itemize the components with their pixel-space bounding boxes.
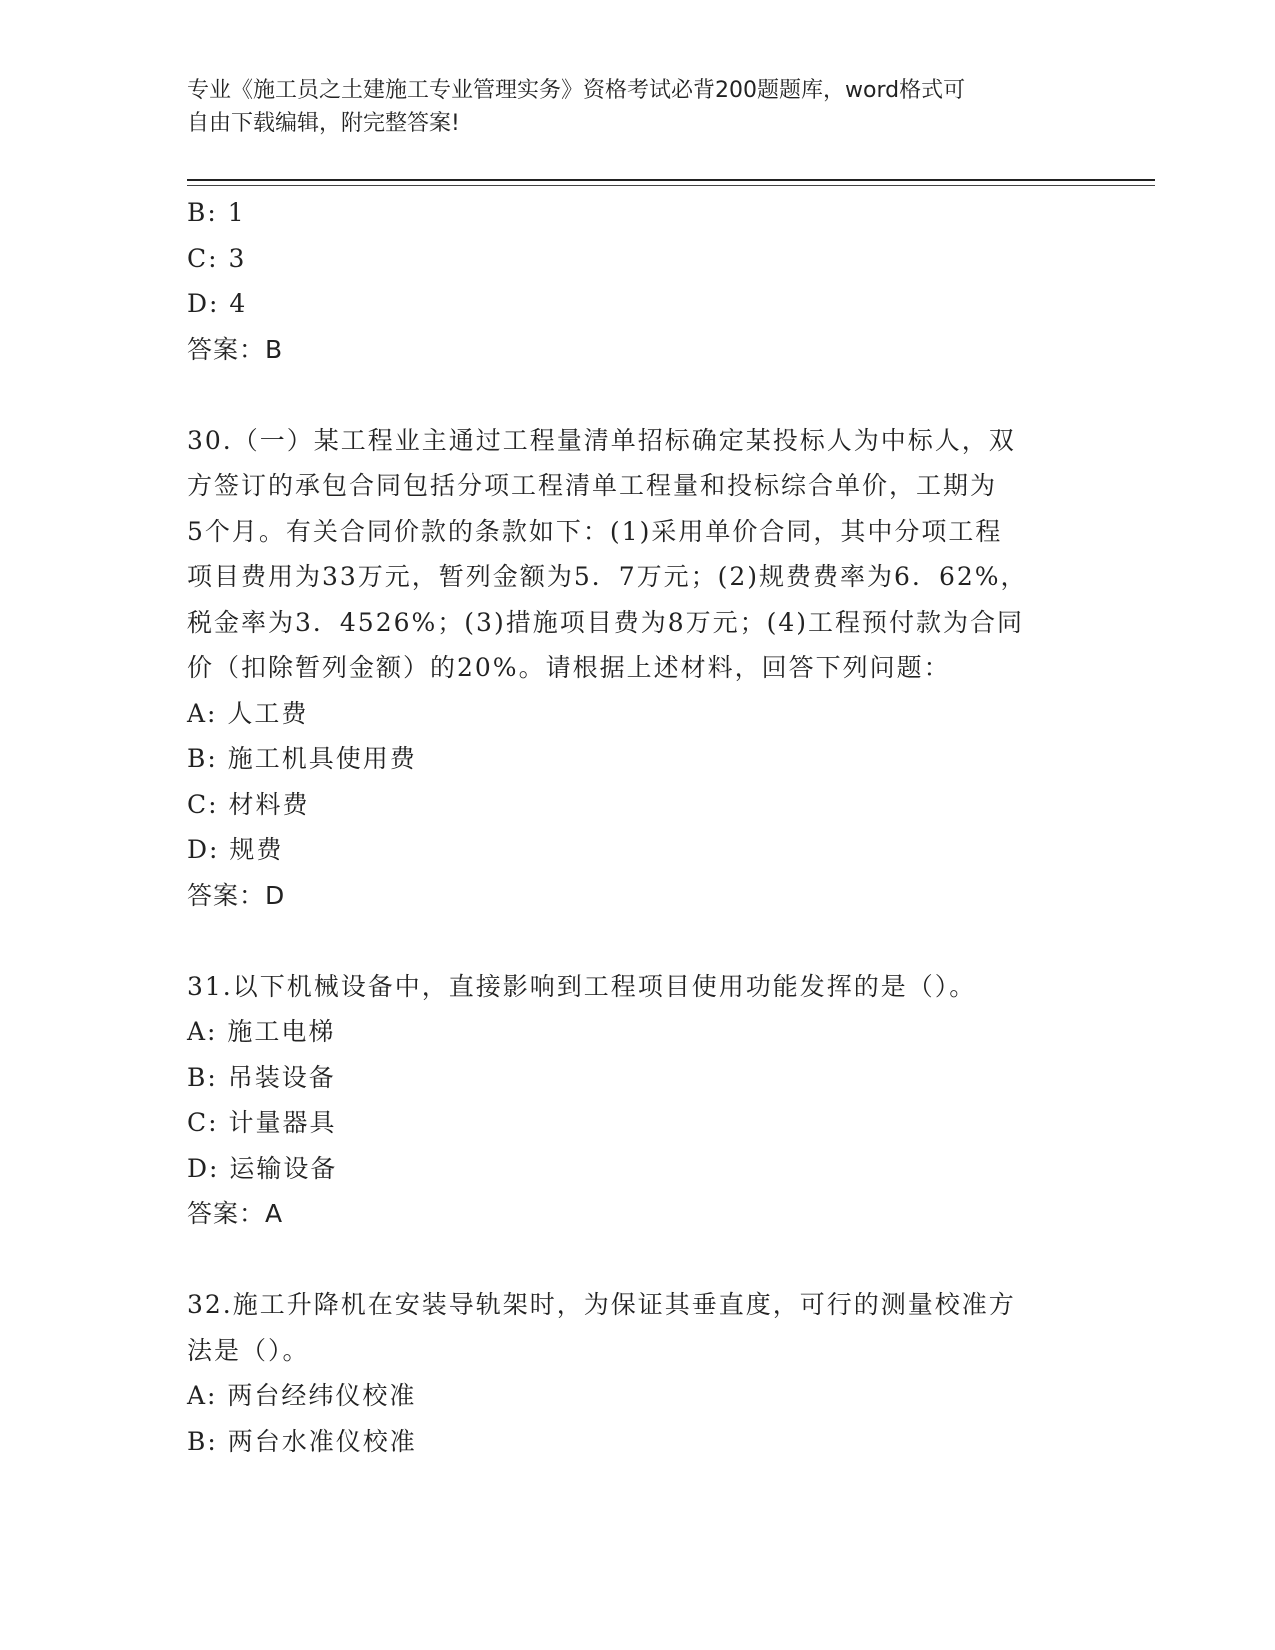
answer-line: 答案：B	[187, 334, 284, 364]
question-text-line: 价（扣除暂列金额）的20%。请根据上述材料，回答下列问题：	[187, 653, 951, 682]
header-line-1: 专业《施工员之土建施工专业管理实务》资格考试必背200题题库，word格式可	[187, 78, 966, 103]
answer-line: 答案：D	[187, 880, 286, 910]
option-b: B: 1	[187, 198, 246, 227]
option-c: C: 3	[187, 243, 247, 273]
option-d: D: 运输设备	[187, 1153, 338, 1183]
question-30	[187, 418, 1087, 919]
question-text-line: 32.施工升降机在安装导轨架时，为保证其垂直度，可行的测量校准方	[187, 1290, 1016, 1319]
question-text-line: 30.（一）某工程业主通过工程量清单招标确定某投标人为中标人，双	[187, 425, 1016, 455]
question-text-line: 法是（）。	[187, 1335, 310, 1365]
header-line-2: 自由下载编辑，附完整答案!	[187, 111, 460, 136]
option-b: B: 两台水准仪校准	[187, 1426, 417, 1456]
prev-question	[187, 190, 1087, 372]
question-32	[187, 1282, 1087, 1464]
option-a: A: 施工电梯	[187, 1017, 336, 1046]
question-text-line: 5个月。有关合同价款的条款如下：(1)采用单价合同，其中分项工程	[187, 516, 1003, 546]
option-b: B: 吊装设备	[187, 1062, 336, 1092]
page-header	[187, 74, 1067, 140]
option-c: C: 材料费	[187, 789, 310, 819]
option-a: A: 人工费	[187, 698, 309, 728]
option-d: D: 4	[187, 289, 248, 318]
question-text-line: 项目费用为33万元，暂列金额为5．7万元；(2)规费费率为6．62%，	[187, 562, 1028, 591]
answer-line: 答案：A	[187, 1199, 284, 1228]
option-b: B: 施工机具使用费	[187, 744, 417, 773]
option-d: D: 规费	[187, 835, 284, 864]
question-text-line: 方签订的承包合同包括分项工程清单工程量和投标综合单价，工期为	[187, 471, 998, 500]
option-a: A: 两台经纬仪校准	[187, 1381, 417, 1410]
question-text-line: 31.以下机械设备中，直接影响到工程项目使用功能发挥的是（）。	[187, 971, 977, 1001]
option-c: C: 计量器具	[187, 1108, 337, 1137]
header-rule-thin	[187, 185, 1155, 186]
spacer	[187, 918, 1087, 964]
header-rule-thick	[187, 179, 1155, 181]
question-text-line: 税金率为3．4526%；(3)措施项目费为8万元；(4)工程预付款为合同	[187, 607, 1025, 637]
question-content	[187, 190, 1087, 1464]
question-31	[187, 964, 1087, 1237]
spacer	[187, 372, 1087, 418]
spacer	[187, 1237, 1087, 1283]
